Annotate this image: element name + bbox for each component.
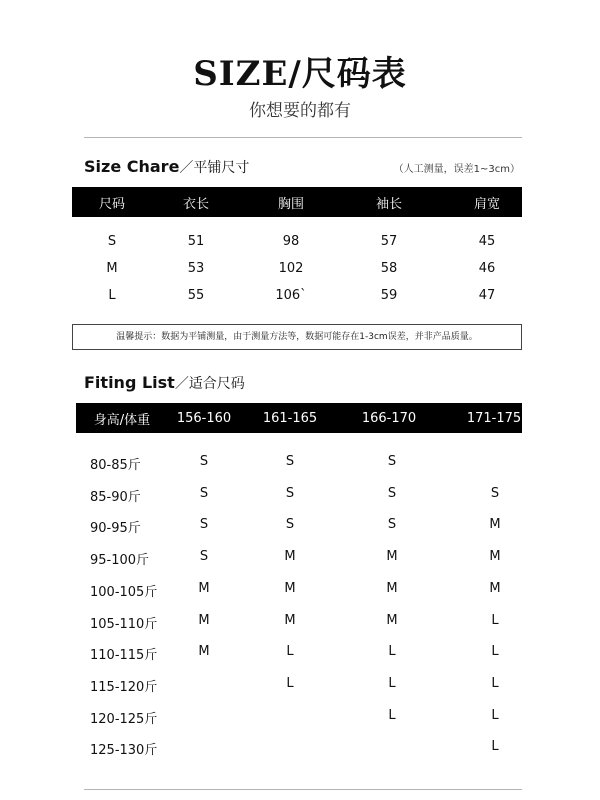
height-weight-label: 80-85斤 — [90, 458, 141, 473]
height-weight-label: 85-90斤 — [90, 489, 141, 505]
sleeve-cell: 58 — [380, 261, 398, 276]
fitting-header-cell: 161-165 — [262, 410, 318, 426]
height-weight-label: 125-130斤 — [90, 743, 158, 759]
fitting-list-heading — [84, 373, 245, 393]
fit-171-175-cell: M — [489, 580, 501, 596]
shoulder-cell: 45 — [478, 234, 496, 249]
fit-166-170-cell: M — [386, 612, 398, 628]
fit-161-165-cell: M — [284, 612, 296, 628]
fit-161-165-cell: L — [286, 675, 294, 691]
length-cell: 55 — [187, 288, 205, 303]
length-cell: 53 — [187, 261, 205, 276]
fit-166-170-cell: S — [387, 454, 397, 469]
height-weight-label: 100-105斤 — [90, 584, 158, 600]
fit-161-165-cell: M — [284, 549, 296, 565]
chest-cell: 98 — [282, 234, 300, 249]
fitting-header-cell: 身高/体重 — [93, 412, 151, 428]
fit-171-175-cell: L — [491, 644, 499, 660]
size-chart-header — [72, 187, 522, 217]
fit-171-175-cell: L — [491, 739, 499, 755]
size-chart-heading-zh: ／平铺尺寸 — [179, 160, 250, 176]
chest-cell: 106` — [275, 288, 307, 303]
size-header-cell: 袖长 — [375, 196, 403, 212]
height-weight-label: 105-110斤 — [90, 616, 158, 632]
fit-166-170-cell: M — [386, 549, 398, 565]
height-weight-label: 115-120斤 — [90, 679, 158, 695]
fit-156-160-cell: S — [199, 517, 209, 533]
size-cell: M — [106, 261, 118, 276]
fitting-list-heading-en: Fiting List — [84, 373, 175, 392]
fit-156-160-cell: S — [199, 485, 209, 501]
fit-166-170-cell: L — [388, 644, 396, 660]
fit-161-165-cell: M — [284, 580, 296, 596]
bottom-divider — [84, 789, 522, 790]
size-cell: S — [107, 234, 117, 249]
fit-166-170-cell: S — [387, 517, 397, 533]
sleeve-cell: 57 — [380, 234, 398, 249]
chest-cell: 102 — [278, 261, 304, 276]
fit-161-165-cell: S — [285, 485, 295, 501]
fitting-header-cell: 156-160 — [176, 410, 232, 426]
size-cell: L — [108, 288, 116, 303]
fit-166-170-cell: S — [387, 485, 397, 501]
fit-171-175-cell: L — [491, 707, 499, 723]
top-divider — [84, 137, 522, 138]
fit-166-170-cell: L — [388, 675, 396, 691]
fit-166-170-cell: L — [388, 707, 396, 723]
shoulder-cell: 47 — [478, 288, 496, 303]
fit-156-160-cell: M — [198, 612, 210, 628]
fitting-list-header — [76, 403, 522, 433]
fit-161-165-cell: L — [286, 644, 294, 660]
fit-156-160-cell: S — [199, 549, 209, 565]
length-cell: 51 — [187, 234, 205, 249]
fitting-header-cell: 171-175 — [466, 410, 522, 426]
fit-161-165-cell: S — [285, 517, 295, 533]
fit-156-160-cell: S — [199, 454, 209, 469]
sleeve-cell: 59 — [380, 288, 398, 303]
fit-156-160-cell: M — [198, 644, 210, 660]
size-header-cell: 衣长 — [182, 196, 210, 212]
fit-156-160-cell: M — [198, 580, 210, 596]
fit-171-175-cell: S — [490, 485, 500, 501]
page-subtitle: 你想要的都有 — [249, 101, 351, 121]
notice-box: 温馨提示：数据为平铺测量，由于测量方法等，数据可能存在1-3cm误差，并非产品质量。 — [72, 324, 522, 350]
height-weight-label: 110-115斤 — [90, 648, 158, 664]
fit-171-175-cell: L — [491, 675, 499, 691]
size-header-cell: 肩宽 — [473, 196, 501, 212]
fit-171-175-cell: M — [489, 549, 501, 565]
fit-171-175-cell: M — [489, 517, 501, 533]
page-title: SIZE/尺码表 — [193, 54, 407, 94]
fit-171-175-cell: L — [491, 612, 499, 628]
fitting-header-cell: 166-170 — [361, 410, 417, 426]
size-chart-heading-en: Size Chare — [84, 157, 180, 176]
height-weight-label: 95-100斤 — [90, 553, 150, 569]
height-weight-label: 90-95斤 — [90, 521, 141, 537]
size-header-cell: 尺码 — [98, 196, 126, 212]
fit-161-165-cell: S — [285, 454, 295, 469]
fitting-list-heading-zh: ／适合尺码 — [174, 376, 245, 392]
size-header-cell: 胸围 — [277, 196, 305, 212]
measurement-note: （人工测量，误差1~3cm） — [393, 164, 520, 175]
fit-166-170-cell: M — [386, 580, 398, 596]
height-weight-label: 120-125斤 — [90, 711, 158, 727]
size-chart-heading — [84, 157, 249, 177]
shoulder-cell: 46 — [478, 261, 496, 276]
